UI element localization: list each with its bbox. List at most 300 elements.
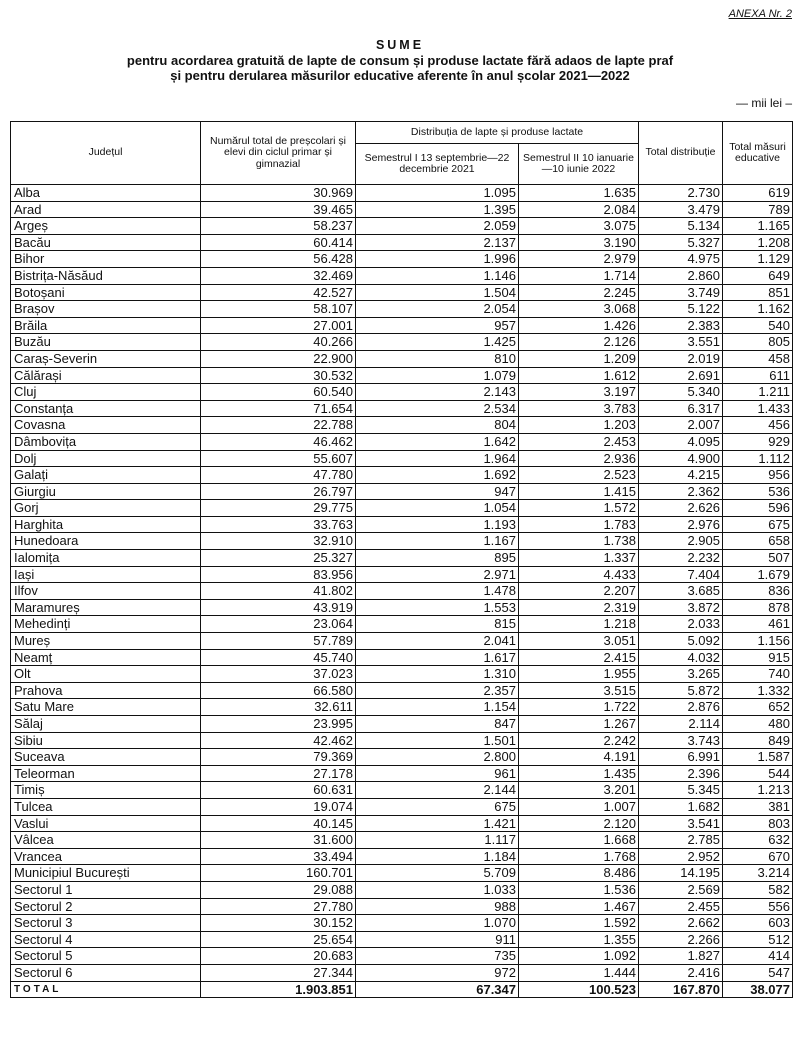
students-cell: 32.469 [201, 267, 356, 284]
semester-1-cell: 1.070 [356, 915, 519, 932]
county-cell: Vaslui [11, 815, 201, 832]
semester-2-cell: 1.738 [519, 533, 639, 550]
semester-1-cell: 1.117 [356, 832, 519, 849]
total-distribution-cell: 2.662 [639, 915, 723, 932]
semester-2-cell: 1.592 [519, 915, 639, 932]
semester-1-cell: 1.478 [356, 583, 519, 600]
total-distribution-cell: 2.019 [639, 350, 723, 367]
county-cell: Sibiu [11, 732, 201, 749]
students-cell: 42.462 [201, 732, 356, 749]
semester-1-cell: 1.642 [356, 433, 519, 450]
county-cell: Brașov [11, 301, 201, 318]
table-row [11, 699, 793, 716]
semester-1-cell: 1.964 [356, 450, 519, 467]
total-measures-cell: 1.165 [723, 218, 793, 235]
students-cell: 47.780 [201, 467, 356, 484]
total-measures-cell: 1.162 [723, 301, 793, 318]
county-cell: Botoșani [11, 284, 201, 301]
county-cell: Sectorul 5 [11, 948, 201, 965]
county-cell: Sectorul 6 [11, 964, 201, 981]
total-measures-cell: 658 [723, 533, 793, 550]
students-cell: 26.797 [201, 483, 356, 500]
document-title: SUME [375, 38, 425, 52]
county-cell: Maramureș [11, 599, 201, 616]
semester-1-cell: 1.310 [356, 666, 519, 683]
semester-2-cell: 1.668 [519, 832, 639, 849]
table-row [11, 798, 793, 815]
semester-2-cell: 1.218 [519, 616, 639, 633]
county-cell: Cluj [11, 384, 201, 401]
table-row [11, 201, 793, 218]
total-measures-cell: 1.433 [723, 400, 793, 417]
total-measures-cell: 1.211 [723, 384, 793, 401]
total-measures-cell: 38.077 [723, 981, 793, 998]
county-cell: Dolj [11, 450, 201, 467]
semester-1-cell: 972 [356, 964, 519, 981]
total-distribution-cell: 3.541 [639, 815, 723, 832]
students-cell: 30.969 [201, 185, 356, 202]
total-measures-cell: 456 [723, 417, 793, 434]
semester-1-cell: 810 [356, 350, 519, 367]
total-measures-cell: 1.679 [723, 566, 793, 583]
students-cell: 23.064 [201, 616, 356, 633]
table-row [11, 765, 793, 782]
students-cell: 19.074 [201, 798, 356, 815]
table-row [11, 915, 793, 932]
semester-1-cell: 815 [356, 616, 519, 633]
total-measures-cell: 414 [723, 948, 793, 965]
county-cell: Teleorman [11, 765, 201, 782]
table-row [11, 732, 793, 749]
county-cell: Sălaj [11, 716, 201, 733]
semester-2-cell: 2.126 [519, 334, 639, 351]
total-distribution-cell: 3.743 [639, 732, 723, 749]
county-cell: Argeș [11, 218, 201, 235]
semester-2-cell: 2.453 [519, 433, 639, 450]
county-cell: Sectorul 2 [11, 898, 201, 915]
total-measures-cell: 851 [723, 284, 793, 301]
semester-1-cell: 67.347 [356, 981, 519, 998]
total-measures-cell: 1.332 [723, 682, 793, 699]
total-distribution-cell: 7.404 [639, 566, 723, 583]
table-row [11, 251, 793, 268]
semester-2-cell: 8.486 [519, 865, 639, 882]
total-distribution-cell: 2.033 [639, 616, 723, 633]
header-students: Numărul total de preșcolari și elevi din ciclul primar și gimnazial [201, 122, 356, 185]
table-row [11, 433, 793, 450]
total-distribution-cell: 2.569 [639, 881, 723, 898]
total-distribution-cell: 2.976 [639, 516, 723, 533]
county-cell: Mehedinți [11, 616, 201, 633]
students-cell: 31.600 [201, 832, 356, 849]
table-row [11, 400, 793, 417]
total-distribution-cell: 2.785 [639, 832, 723, 849]
table-row [11, 616, 793, 633]
students-cell: 40.266 [201, 334, 356, 351]
county-cell: TOTAL [11, 981, 201, 998]
semester-2-cell: 1.635 [519, 185, 639, 202]
header-county: Județul [11, 122, 201, 185]
semester-1-cell: 1.184 [356, 848, 519, 865]
semester-2-cell: 3.515 [519, 682, 639, 699]
total-measures-cell: 3.214 [723, 865, 793, 882]
semester-1-cell: 2.143 [356, 384, 519, 401]
semester-2-cell: 3.068 [519, 301, 639, 318]
county-cell: Constanța [11, 400, 201, 417]
county-cell: Ialomița [11, 550, 201, 567]
total-distribution-cell: 5.134 [639, 218, 723, 235]
county-cell: Bistrița-Năsăud [11, 267, 201, 284]
semester-1-cell: 2.059 [356, 218, 519, 235]
students-cell: 58.107 [201, 301, 356, 318]
county-cell: Timiș [11, 782, 201, 799]
county-cell: Suceava [11, 749, 201, 766]
table-row [11, 234, 793, 251]
students-cell: 60.631 [201, 782, 356, 799]
students-cell: 66.580 [201, 682, 356, 699]
county-cell: Călărași [11, 367, 201, 384]
total-distribution-cell: 2.860 [639, 267, 723, 284]
total-measures-cell: 1.587 [723, 749, 793, 766]
county-cell: Bacău [11, 234, 201, 251]
total-measures-cell: 512 [723, 931, 793, 948]
total-distribution-cell: 4.215 [639, 467, 723, 484]
total-distribution-cell: 2.876 [639, 699, 723, 716]
semester-2-cell: 2.415 [519, 649, 639, 666]
table-row [11, 931, 793, 948]
total-measures-cell: 789 [723, 201, 793, 218]
semester-2-cell: 1.355 [519, 931, 639, 948]
county-cell: Dâmbovița [11, 433, 201, 450]
total-distribution-cell: 2.396 [639, 765, 723, 782]
semester-1-cell: 911 [356, 931, 519, 948]
total-distribution-cell: 2.114 [639, 716, 723, 733]
semester-2-cell: 2.084 [519, 201, 639, 218]
students-cell: 22.788 [201, 417, 356, 434]
semester-1-cell: 1.167 [356, 533, 519, 550]
header-semester-1: Semestrul I 13 septembrie—22 decembrie 2021 [356, 144, 519, 185]
table-row [11, 633, 793, 650]
semester-2-cell: 1.426 [519, 317, 639, 334]
semester-2-cell: 2.207 [519, 583, 639, 600]
students-cell: 25.654 [201, 931, 356, 948]
county-cell: Buzău [11, 334, 201, 351]
total-measures-cell: 849 [723, 732, 793, 749]
county-cell: Bihor [11, 251, 201, 268]
table-row [11, 384, 793, 401]
total-distribution-cell: 2.383 [639, 317, 723, 334]
total-distribution-cell: 2.266 [639, 931, 723, 948]
students-cell: 29.088 [201, 881, 356, 898]
total-distribution-cell: 2.007 [639, 417, 723, 434]
total-measures-cell: 540 [723, 317, 793, 334]
total-distribution-cell: 5.872 [639, 682, 723, 699]
semester-1-cell: 1.095 [356, 185, 519, 202]
table-row [11, 185, 793, 202]
students-cell: 30.532 [201, 367, 356, 384]
total-measures-cell: 458 [723, 350, 793, 367]
total-measures-cell: 632 [723, 832, 793, 849]
unit-label: — mii lei – [735, 96, 792, 110]
semester-2-cell: 3.075 [519, 218, 639, 235]
county-cell: Sectorul 1 [11, 881, 201, 898]
semester-1-cell: 895 [356, 550, 519, 567]
total-distribution-cell: 5.092 [639, 633, 723, 650]
county-cell: Vrancea [11, 848, 201, 865]
total-measures-cell: 670 [723, 848, 793, 865]
semester-1-cell: 988 [356, 898, 519, 915]
total-distribution-cell: 2.905 [639, 533, 723, 550]
semester-2-cell: 1.722 [519, 699, 639, 716]
students-cell: 22.900 [201, 350, 356, 367]
semester-2-cell: 1.267 [519, 716, 639, 733]
table-row [11, 417, 793, 434]
semester-2-cell: 1.955 [519, 666, 639, 683]
semester-2-cell: 1.612 [519, 367, 639, 384]
county-cell: Prahova [11, 682, 201, 699]
semester-1-cell: 1.553 [356, 599, 519, 616]
students-cell: 37.023 [201, 666, 356, 683]
students-cell: 58.237 [201, 218, 356, 235]
semester-2-cell: 1.203 [519, 417, 639, 434]
county-cell: Giurgiu [11, 483, 201, 500]
header-total-measures: Total măsuri educative [723, 122, 793, 185]
total-distribution-cell: 5.327 [639, 234, 723, 251]
county-cell: Galați [11, 467, 201, 484]
students-cell: 83.956 [201, 566, 356, 583]
table-row [11, 815, 793, 832]
table-row [11, 666, 793, 683]
total-distribution-cell: 5.340 [639, 384, 723, 401]
semester-1-cell: 1.395 [356, 201, 519, 218]
semester-2-cell: 2.979 [519, 251, 639, 268]
semester-2-cell: 2.936 [519, 450, 639, 467]
total-distribution-cell: 2.416 [639, 964, 723, 981]
total-distribution-cell: 3.749 [639, 284, 723, 301]
semester-2-cell: 3.783 [519, 400, 639, 417]
students-cell: 27.001 [201, 317, 356, 334]
total-measures-cell: 1.213 [723, 782, 793, 799]
total-measures-cell: 649 [723, 267, 793, 284]
semester-2-cell: 3.201 [519, 782, 639, 799]
students-cell: 60.540 [201, 384, 356, 401]
semester-1-cell: 1.033 [356, 881, 519, 898]
document-subtitle [0, 53, 800, 83]
semester-2-cell: 1.714 [519, 267, 639, 284]
students-cell: 1.903.851 [201, 981, 356, 998]
students-cell: 56.428 [201, 251, 356, 268]
total-row [11, 981, 793, 998]
semester-1-cell: 1.504 [356, 284, 519, 301]
table-row [11, 218, 793, 235]
total-measures-cell: 461 [723, 616, 793, 633]
total-distribution-cell: 4.032 [639, 649, 723, 666]
county-cell: Harghita [11, 516, 201, 533]
semester-1-cell: 804 [356, 417, 519, 434]
table-row [11, 533, 793, 550]
semester-1-cell: 961 [356, 765, 519, 782]
table-row [11, 450, 793, 467]
semester-2-cell: 1.007 [519, 798, 639, 815]
table-row [11, 832, 793, 849]
students-cell: 71.654 [201, 400, 356, 417]
students-cell: 33.494 [201, 848, 356, 865]
semester-2-cell: 2.120 [519, 815, 639, 832]
table-row [11, 367, 793, 384]
semester-1-cell: 675 [356, 798, 519, 815]
total-distribution-cell: 2.952 [639, 848, 723, 865]
students-cell: 32.611 [201, 699, 356, 716]
total-distribution-cell: 4.095 [639, 433, 723, 450]
county-cell: Sectorul 4 [11, 931, 201, 948]
total-measures-cell: 1.112 [723, 450, 793, 467]
students-cell: 23.995 [201, 716, 356, 733]
table-row [11, 716, 793, 733]
total-measures-cell: 547 [723, 964, 793, 981]
semester-2-cell: 1.435 [519, 765, 639, 782]
students-cell: 32.910 [201, 533, 356, 550]
semester-1-cell: 957 [356, 317, 519, 334]
students-cell: 79.369 [201, 749, 356, 766]
semester-2-cell: 1.444 [519, 964, 639, 981]
header-distribution-group: Distribuția de lapte și produse lactate [356, 122, 639, 144]
total-measures-cell: 619 [723, 185, 793, 202]
total-measures-cell: 915 [723, 649, 793, 666]
table-row [11, 583, 793, 600]
total-distribution-cell: 167.870 [639, 981, 723, 998]
semester-1-cell: 2.971 [356, 566, 519, 583]
table-row [11, 516, 793, 533]
students-cell: 43.919 [201, 599, 356, 616]
total-measures-cell: 956 [723, 467, 793, 484]
allocation-table [10, 121, 793, 998]
semester-1-cell: 1.193 [356, 516, 519, 533]
semester-2-cell: 3.197 [519, 384, 639, 401]
county-cell: Municipiul București [11, 865, 201, 882]
table-row [11, 599, 793, 616]
total-distribution-cell: 14.195 [639, 865, 723, 882]
students-cell: 30.152 [201, 915, 356, 932]
semester-1-cell: 2.357 [356, 682, 519, 699]
semester-1-cell: 2.054 [356, 301, 519, 318]
total-distribution-cell: 5.345 [639, 782, 723, 799]
total-distribution-cell: 3.685 [639, 583, 723, 600]
students-cell: 25.327 [201, 550, 356, 567]
total-measures-cell: 603 [723, 915, 793, 932]
total-measures-cell: 652 [723, 699, 793, 716]
total-measures-cell: 675 [723, 516, 793, 533]
total-distribution-cell: 2.730 [639, 185, 723, 202]
students-cell: 45.740 [201, 649, 356, 666]
total-measures-cell: 556 [723, 898, 793, 915]
total-distribution-cell: 2.455 [639, 898, 723, 915]
county-cell: Tulcea [11, 798, 201, 815]
table-row [11, 483, 793, 500]
county-cell: Satu Mare [11, 699, 201, 716]
subtitle-line-2: și pentru derularea măsurilor educative aferente în anul școlar 2021—2022 [170, 68, 630, 83]
semester-1-cell: 1.501 [356, 732, 519, 749]
county-cell: Vâlcea [11, 832, 201, 849]
county-cell: Iași [11, 566, 201, 583]
county-cell: Alba [11, 185, 201, 202]
semester-1-cell: 2.137 [356, 234, 519, 251]
total-measures-cell: 878 [723, 599, 793, 616]
county-cell: Neamț [11, 649, 201, 666]
students-cell: 46.462 [201, 433, 356, 450]
total-measures-cell: 480 [723, 716, 793, 733]
annex-label: ANEXA Nr. 2 [728, 8, 792, 20]
semester-2-cell: 1.415 [519, 483, 639, 500]
students-cell: 29.775 [201, 500, 356, 517]
table-row [11, 649, 793, 666]
semester-2-cell: 3.051 [519, 633, 639, 650]
total-distribution-cell: 2.362 [639, 483, 723, 500]
total-distribution-cell: 3.265 [639, 666, 723, 683]
students-cell: 27.344 [201, 964, 356, 981]
total-distribution-cell: 1.682 [639, 798, 723, 815]
total-distribution-cell: 4.900 [639, 450, 723, 467]
total-measures-cell: 582 [723, 881, 793, 898]
semester-2-cell: 1.467 [519, 898, 639, 915]
students-cell: 20.683 [201, 948, 356, 965]
header-total-distribution: Total distribuție [639, 122, 723, 185]
table-row [11, 964, 793, 981]
semester-1-cell: 1.079 [356, 367, 519, 384]
students-cell: 27.780 [201, 898, 356, 915]
table-body [11, 185, 793, 998]
county-cell: Mureș [11, 633, 201, 650]
semester-2-cell: 1.783 [519, 516, 639, 533]
total-distribution-cell: 3.479 [639, 201, 723, 218]
semester-2-cell: 3.190 [519, 234, 639, 251]
county-cell: Brăila [11, 317, 201, 334]
total-distribution-cell: 4.975 [639, 251, 723, 268]
total-measures-cell: 740 [723, 666, 793, 683]
total-measures-cell: 536 [723, 483, 793, 500]
county-cell: Covasna [11, 417, 201, 434]
semester-2-cell: 2.523 [519, 467, 639, 484]
students-cell: 39.465 [201, 201, 356, 218]
total-distribution-cell: 3.551 [639, 334, 723, 351]
total-measures-cell: 803 [723, 815, 793, 832]
students-cell: 33.763 [201, 516, 356, 533]
students-cell: 57.789 [201, 633, 356, 650]
total-measures-cell: 1.129 [723, 251, 793, 268]
semester-1-cell: 1.996 [356, 251, 519, 268]
semester-1-cell: 2.534 [356, 400, 519, 417]
semester-1-cell: 1.617 [356, 649, 519, 666]
students-cell: 55.607 [201, 450, 356, 467]
semester-2-cell: 1.768 [519, 848, 639, 865]
table-row [11, 749, 793, 766]
table-row [11, 467, 793, 484]
table-row [11, 334, 793, 351]
semester-1-cell: 1.054 [356, 500, 519, 517]
total-distribution-cell: 5.122 [639, 301, 723, 318]
table-row [11, 566, 793, 583]
semester-2-cell: 4.433 [519, 566, 639, 583]
table-row [11, 682, 793, 699]
semester-1-cell: 1.146 [356, 267, 519, 284]
total-measures-cell: 544 [723, 765, 793, 782]
total-distribution-cell: 2.232 [639, 550, 723, 567]
table-row [11, 848, 793, 865]
table-row [11, 317, 793, 334]
table-row [11, 865, 793, 882]
table-row [11, 550, 793, 567]
total-measures-cell: 611 [723, 367, 793, 384]
semester-1-cell: 2.800 [356, 749, 519, 766]
